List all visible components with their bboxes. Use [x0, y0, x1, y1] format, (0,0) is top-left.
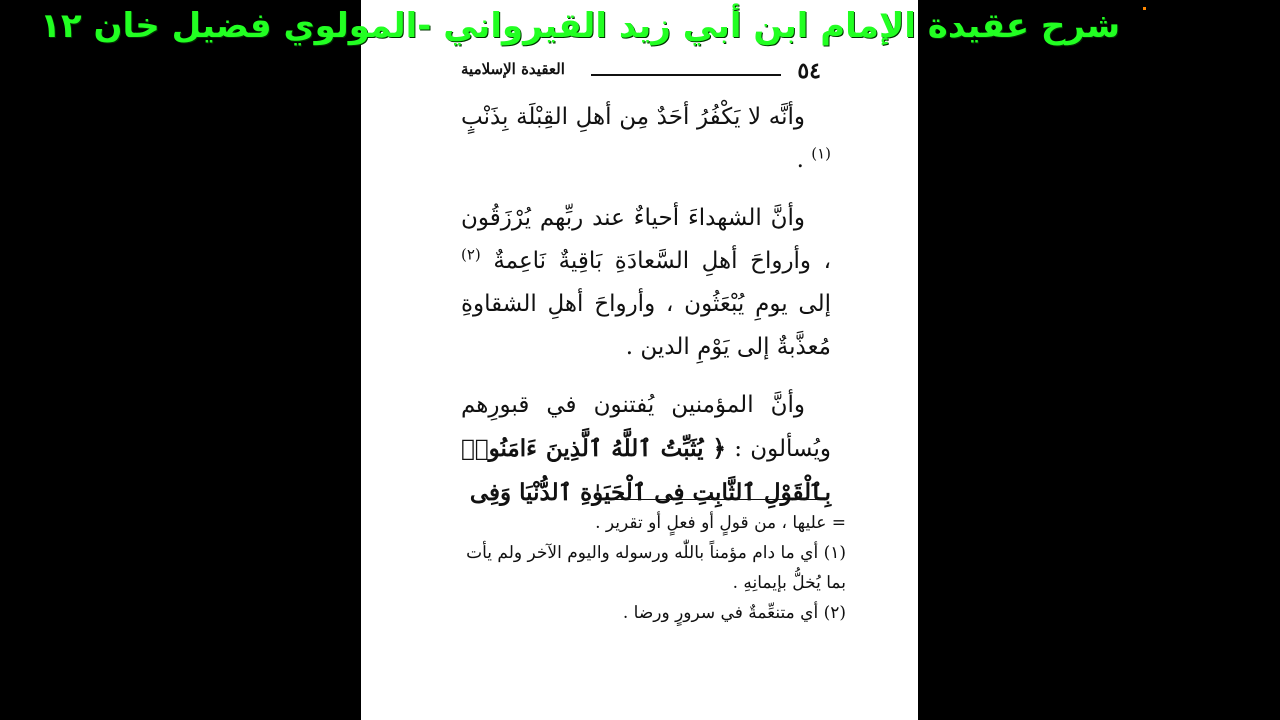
- page-number: ٥٤: [797, 58, 821, 84]
- footnote-marker: (١): [811, 144, 831, 163]
- footnote-marker: (٢): [461, 245, 481, 264]
- footnotes: [461, 508, 846, 628]
- paragraph-3: [461, 384, 831, 515]
- video-title-overlay: شرح عقيدة الإمام ابن أبي زيد القيرواني -المولوي فضيل خان ١٢: [40, 6, 1120, 46]
- orange-dot-marker: [1143, 7, 1146, 10]
- quran-verse: ﴿ يُثَبِّتُ ٱللَّهُ ٱلَّذِينَ ءَامَنُوا۟ بِٱلْقَوْلِ ٱلثَّابِتِ فِى ٱلْحَيَوٰةِ ٱلدُّنْيَا وَفِى: [461, 435, 831, 506]
- paragraph-tail: إلى يومِ يُبْعَثُون ، وأرواحَ أهلِ الشقاوةِ مُعذَّبةٌ إلى يَوْمِ الدين .: [461, 291, 831, 360]
- book-page: [361, 0, 918, 720]
- paragraph-1: [461, 96, 831, 182]
- page-header: [461, 58, 821, 86]
- paragraph-text: وأنَّ الشهداءَ أحياءٌ عند ربِّهم يُرْزَقُون ، وأرواحَ أهلِ السَّعادَةِ بَاقِيةٌ نَاعِمةٌ: [461, 205, 831, 274]
- paragraph-text: وأنَّه لا يَكْفُرُ أحَدٌ مِن أهلِ القِبْلَة بِذَنْبٍ: [461, 104, 805, 130]
- footnote-continuation: = عليها ، من قولٍ أو فعلٍ أو تقرير .: [595, 513, 846, 533]
- paragraph-text: وأنَّ المؤمنين يُفتنون في قبورِهم ويُسألون :: [461, 392, 832, 462]
- header-rule: [591, 74, 781, 76]
- running-title: العقيدة الإسلامية: [461, 60, 565, 78]
- main-text: [461, 96, 831, 530]
- paragraph-tail: .: [796, 147, 804, 173]
- footnote-separator: [599, 499, 824, 500]
- footnote-2: (٢) أي متنعِّمةٌ في سرورٍ ورضا .: [622, 603, 846, 623]
- footnote-1: (١) أي ما دام مؤمناً باللّٰه ورسوله واليوم الآخر ولم يأت بما يُخلُّ بإيمانِهِ .: [466, 543, 846, 593]
- paragraph-2: [461, 197, 831, 369]
